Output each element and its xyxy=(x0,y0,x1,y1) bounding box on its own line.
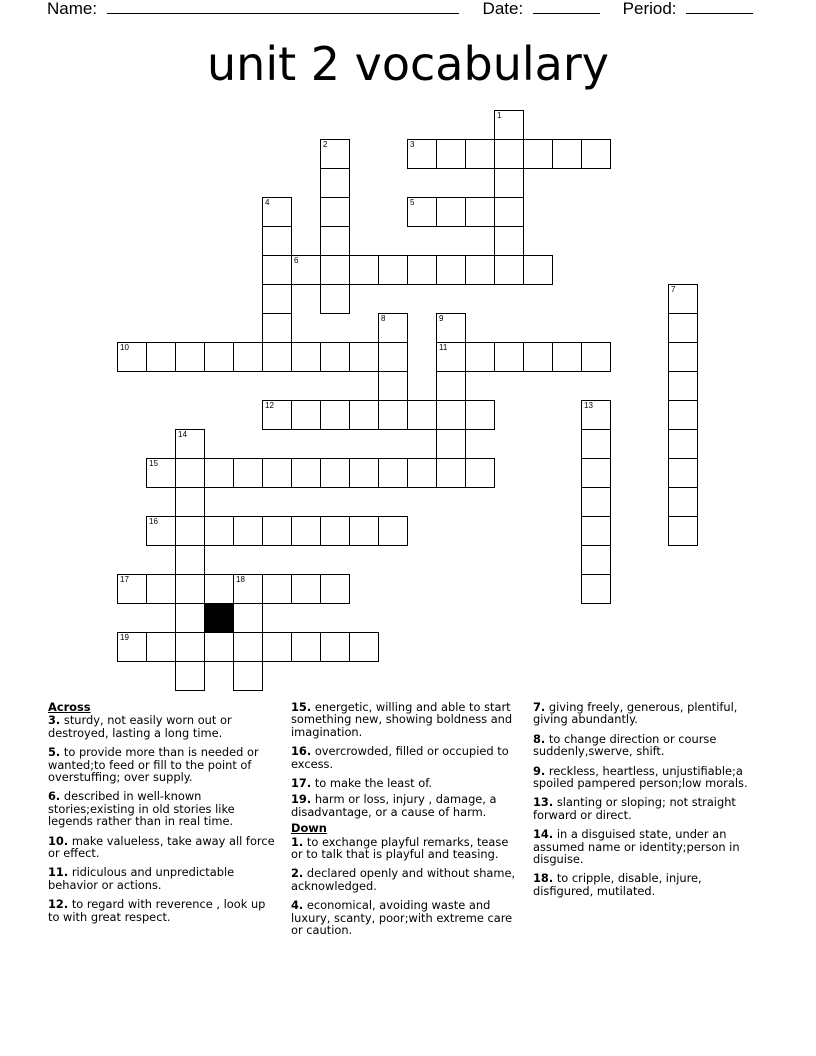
clue-text: to regard with reverence , look up to with great respect. xyxy=(48,897,266,924)
cell-number: 14 xyxy=(178,430,187,439)
grid-cell[interactable] xyxy=(581,139,611,169)
grid-cell[interactable] xyxy=(349,255,379,285)
clue-number: 13. xyxy=(533,795,554,810)
grid-cell[interactable] xyxy=(204,632,234,662)
cell-number: 12 xyxy=(265,401,274,410)
clue-down-1 xyxy=(291,836,523,861)
clue-number: 14. xyxy=(533,827,554,842)
grid-cell[interactable] xyxy=(407,197,437,227)
grid-cell[interactable] xyxy=(320,400,350,430)
grid-cell[interactable] xyxy=(291,632,321,662)
clue-text: to cripple, disable, injure, disfigured, mutilated. xyxy=(533,871,702,898)
grid-cell[interactable] xyxy=(552,342,582,372)
cell-number: 1 xyxy=(497,111,502,120)
period-line[interactable] xyxy=(686,0,753,14)
grid-cell[interactable] xyxy=(262,632,292,662)
grid-cell[interactable] xyxy=(349,458,379,488)
grid-cell[interactable] xyxy=(233,516,263,546)
grid-cell[interactable] xyxy=(581,516,611,546)
grid-cell[interactable] xyxy=(262,226,292,256)
clue-number: 5. xyxy=(48,745,61,760)
grid-cell[interactable] xyxy=(378,400,408,430)
grid-cell[interactable] xyxy=(436,400,466,430)
clue-across-10 xyxy=(48,835,276,860)
clue-text: slanting or sloping; not straight forward or direct. xyxy=(533,795,736,822)
grid-cell[interactable] xyxy=(233,342,263,372)
clue-text: to exchange playful remarks, tease or to talk that is playful and teasing. xyxy=(291,834,509,862)
clue-number: 16. xyxy=(291,744,312,759)
clue-number: 19. xyxy=(291,792,312,807)
clue-number: 18. xyxy=(533,871,554,886)
clue-across-5 xyxy=(48,746,276,783)
clue-number: 7. xyxy=(533,700,546,714)
grid-cell[interactable] xyxy=(349,632,379,662)
grid-cell[interactable] xyxy=(668,458,698,488)
grid-cell[interactable] xyxy=(494,110,524,140)
clue-number: 1. xyxy=(291,834,304,849)
grid-cell[interactable] xyxy=(291,458,321,488)
grid-cell[interactable] xyxy=(407,255,437,285)
date-line[interactable] xyxy=(533,0,600,14)
grid-cell[interactable] xyxy=(581,400,611,430)
page-title: unit 2 vocabulary xyxy=(207,37,609,91)
grid-cell[interactable] xyxy=(175,632,205,662)
clue-text: overcrowded, filled or occupied to excess. xyxy=(291,744,509,771)
grid-cell[interactable] xyxy=(117,342,147,372)
grid-cell[interactable] xyxy=(436,429,466,459)
grid-cell[interactable] xyxy=(146,632,176,662)
grid-cell[interactable] xyxy=(668,284,698,314)
grid-cell[interactable] xyxy=(320,516,350,546)
grid-cell[interactable] xyxy=(233,574,263,604)
cell-number: 10 xyxy=(120,343,129,352)
grid-cell[interactable] xyxy=(494,168,524,198)
clue-number: 15. xyxy=(291,700,312,714)
clue-down-8 xyxy=(533,733,759,758)
grid-cell[interactable] xyxy=(204,574,234,604)
grid-cell[interactable] xyxy=(262,574,292,604)
clues-column-1 xyxy=(48,701,276,930)
grid-cell[interactable] xyxy=(204,342,234,372)
grid-cell[interactable] xyxy=(146,516,176,546)
clues-column-3 xyxy=(533,701,759,904)
clue-across-12 xyxy=(48,898,276,923)
grid-cell[interactable] xyxy=(407,458,437,488)
grid-cell[interactable] xyxy=(262,255,292,285)
cell-number: 19 xyxy=(120,633,129,642)
grid-cell[interactable] xyxy=(262,197,292,227)
grid-cell[interactable] xyxy=(378,342,408,372)
clue-number: 9. xyxy=(533,763,546,778)
grid-cell[interactable] xyxy=(175,574,205,604)
grid-cell[interactable] xyxy=(320,255,350,285)
cell-number: 18 xyxy=(236,575,245,584)
grid-cell[interactable] xyxy=(465,197,495,227)
grid-cell[interactable] xyxy=(233,632,263,662)
grid-cell[interactable] xyxy=(581,487,611,517)
clue-number: 4. xyxy=(291,898,304,913)
clue-text: energetic, willing and able to start something new, showing boldness and imagination. xyxy=(291,700,513,739)
grid-cell[interactable] xyxy=(465,255,495,285)
cell-number: 17 xyxy=(120,575,129,584)
grid-cell[interactable] xyxy=(494,139,524,169)
clue-number: 3. xyxy=(48,713,61,728)
clue-number: 17. xyxy=(291,776,312,791)
grid-cell[interactable] xyxy=(581,342,611,372)
grid-cell[interactable] xyxy=(349,400,379,430)
grid-cell[interactable] xyxy=(291,574,321,604)
down-heading: Down xyxy=(291,821,327,836)
grid-cell[interactable] xyxy=(262,516,292,546)
grid-cell[interactable] xyxy=(581,574,611,604)
grid-cell[interactable] xyxy=(175,661,205,691)
clue-text: to change direction or course suddenly,swerve, shift. xyxy=(533,731,717,759)
name-line[interactable] xyxy=(107,0,459,14)
grid-cell[interactable] xyxy=(523,139,553,169)
cell-number: 4 xyxy=(265,198,270,207)
grid-cell[interactable] xyxy=(204,516,234,546)
grid-cell[interactable] xyxy=(349,342,379,372)
grid-cell[interactable] xyxy=(581,429,611,459)
clue-across-3 xyxy=(48,714,276,739)
clue-across-15 xyxy=(291,701,523,738)
grid-cell[interactable] xyxy=(494,226,524,256)
grid-cell[interactable] xyxy=(668,313,698,343)
grid-cell[interactable] xyxy=(146,342,176,372)
grid-cell[interactable] xyxy=(407,400,437,430)
grid-cell[interactable] xyxy=(204,458,234,488)
grid-cell[interactable] xyxy=(291,342,321,372)
clue-down-9 xyxy=(533,765,759,790)
grid-cell[interactable] xyxy=(175,429,205,459)
across-heading: Across xyxy=(48,700,91,714)
grid-cell[interactable] xyxy=(117,632,147,662)
cell-number: 9 xyxy=(439,314,444,323)
grid-cell[interactable] xyxy=(494,255,524,285)
grid-cell[interactable] xyxy=(581,458,611,488)
clue-down-7 xyxy=(533,701,759,726)
grid-cell[interactable] xyxy=(494,197,524,227)
clue-text: to make the least of. xyxy=(314,776,433,791)
clue-text: to provide more than is needed or wanted;to feed or fill to the point of overstuffing; over supply. xyxy=(48,745,259,785)
cell-number: 2 xyxy=(323,140,328,149)
clue-text: in a disguised state, under an assumed name or identity;person in disguise. xyxy=(533,827,740,867)
cell-number: 3 xyxy=(410,140,415,149)
grid-cell[interactable] xyxy=(668,516,698,546)
grid-cell[interactable] xyxy=(262,284,292,314)
clue-text: described in well-known stories;existing in old stories like legends rather than in real time. xyxy=(48,789,235,829)
grid-cell[interactable] xyxy=(581,545,611,575)
clue-number: 8. xyxy=(533,731,546,746)
grid-cell[interactable] xyxy=(320,574,350,604)
grid-cell[interactable] xyxy=(668,487,698,517)
grid-cell[interactable] xyxy=(320,197,350,227)
cell-number: 5 xyxy=(410,198,415,207)
clue-across-16 xyxy=(291,745,523,770)
grid-cell[interactable] xyxy=(291,516,321,546)
clue-number: 6. xyxy=(48,789,61,804)
grid-cell[interactable] xyxy=(175,545,205,575)
clue-text: giving freely, generous, plentiful, giving abundantly. xyxy=(533,700,738,727)
grid-cell[interactable] xyxy=(436,255,466,285)
grid-cell[interactable] xyxy=(175,603,205,633)
grid-cell[interactable] xyxy=(436,313,466,343)
grid-cell[interactable] xyxy=(175,342,205,372)
grid-cell[interactable] xyxy=(146,458,176,488)
grid-cell[interactable] xyxy=(436,458,466,488)
cell-number: 16 xyxy=(149,517,158,526)
cell-number: 8 xyxy=(381,314,386,323)
grid-cell[interactable] xyxy=(262,313,292,343)
worksheet-header xyxy=(47,0,753,19)
clue-text: sturdy, not easily worn out or destroyed, lasting a long time. xyxy=(48,713,232,740)
grid-cell[interactable] xyxy=(262,400,292,430)
cell-number: 11 xyxy=(439,343,448,352)
clue-number: 10. xyxy=(48,833,69,848)
clue-text: ridiculous and unpredictable behavior or actions. xyxy=(48,865,235,892)
grid-cell[interactable] xyxy=(668,371,698,401)
cell-number: 15 xyxy=(149,459,158,468)
clue-text: declared openly and without shame, acknowledged. xyxy=(291,866,516,893)
clues-column-2 xyxy=(291,701,523,944)
clue-down-13 xyxy=(533,796,759,821)
grid-cell[interactable] xyxy=(320,226,350,256)
grid-cell[interactable] xyxy=(175,487,205,517)
grid-cell[interactable] xyxy=(436,342,466,372)
grid-cell[interactable] xyxy=(291,400,321,430)
grid-cell[interactable] xyxy=(378,371,408,401)
grid-cell[interactable] xyxy=(320,632,350,662)
clue-across-19 xyxy=(291,793,523,818)
grid-cell[interactable] xyxy=(668,342,698,372)
grid-cell[interactable] xyxy=(175,516,205,546)
clue-down-2 xyxy=(291,867,523,892)
grid-cell[interactable] xyxy=(465,458,495,488)
grid-cell[interactable] xyxy=(291,255,321,285)
grid-cell[interactable] xyxy=(320,458,350,488)
grid-cell[interactable] xyxy=(233,603,263,633)
cell-number: 6 xyxy=(294,256,299,265)
cell-number: 13 xyxy=(584,401,593,410)
grid-cell[interactable] xyxy=(233,458,263,488)
grid-cell[interactable] xyxy=(378,255,408,285)
grid-cell[interactable] xyxy=(146,574,176,604)
clue-down-14 xyxy=(533,828,759,865)
grid-cell[interactable] xyxy=(320,342,350,372)
clue-text: economical, avoiding waste and luxury, scanty, poor;with extreme care or caution. xyxy=(291,898,513,938)
period-label: Period: xyxy=(622,0,677,18)
date-label: Date: xyxy=(482,0,524,18)
clue-across-11 xyxy=(48,866,276,891)
name-label: Name: xyxy=(47,0,98,18)
clue-text: harm or loss, injury , damage, a disadvantage, or a cause of harm. xyxy=(291,792,497,819)
grid-cell[interactable] xyxy=(465,139,495,169)
grid-cell[interactable] xyxy=(262,458,292,488)
clue-number: 2. xyxy=(291,866,304,881)
clue-down-18 xyxy=(533,872,759,897)
clue-number: 12. xyxy=(48,897,69,912)
grid-cell[interactable] xyxy=(494,342,524,372)
grid-cell[interactable] xyxy=(436,197,466,227)
grid-cell[interactable] xyxy=(378,516,408,546)
grid-cell[interactable] xyxy=(378,458,408,488)
cell-number: 7 xyxy=(671,285,676,294)
grid-cell[interactable] xyxy=(117,574,147,604)
grid-cell[interactable] xyxy=(523,342,553,372)
clue-number: 11. xyxy=(48,865,69,880)
grid-cell[interactable] xyxy=(378,313,408,343)
grid-cell-black xyxy=(204,603,234,633)
grid-cell[interactable] xyxy=(465,400,495,430)
grid-cell[interactable] xyxy=(668,429,698,459)
grid-cell[interactable] xyxy=(552,139,582,169)
grid-cell[interactable] xyxy=(233,661,263,691)
grid-cell[interactable] xyxy=(436,371,466,401)
grid-cell[interactable] xyxy=(465,342,495,372)
clue-across-6 xyxy=(48,790,276,827)
grid-cell[interactable] xyxy=(320,139,350,169)
grid-cell[interactable] xyxy=(262,342,292,372)
clue-text: reckless, heartless, unjustifiable;a spoiled pampered person;low morals. xyxy=(533,763,748,791)
clue-down-4 xyxy=(291,899,523,936)
grid-cell[interactable] xyxy=(175,458,205,488)
clue-across-17 xyxy=(291,777,523,789)
grid-cell[interactable] xyxy=(320,284,350,314)
grid-cell[interactable] xyxy=(523,255,553,285)
grid-cell[interactable] xyxy=(668,400,698,430)
grid-cell[interactable] xyxy=(320,168,350,198)
clue-text: make valueless, take away all force or effect. xyxy=(48,833,275,861)
grid-cell[interactable] xyxy=(407,139,437,169)
grid-cell[interactable] xyxy=(349,516,379,546)
grid-cell[interactable] xyxy=(436,139,466,169)
